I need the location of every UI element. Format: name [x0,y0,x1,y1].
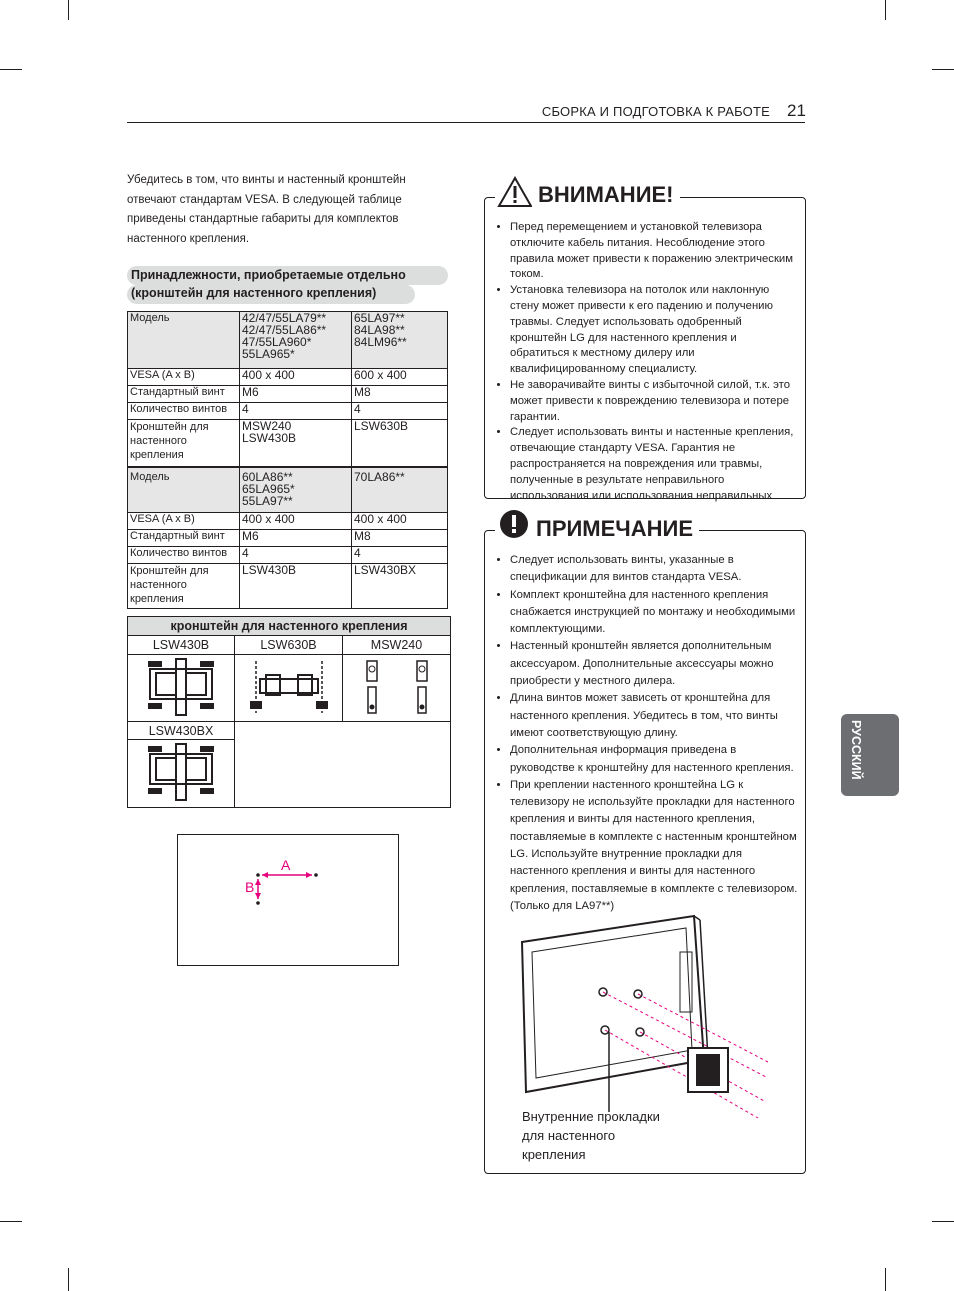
tv-back-illustration [518,912,774,1132]
row-label: Количество винтов [128,547,240,564]
bracket-name: LSW630B [235,636,343,655]
bracket-name: LSW430B [128,636,235,655]
note-item: • Дополнительная информация приведена в руководстве к кронштейну для настенного крепления. [510,742,798,777]
warning-item: • Не заворачивайте винты с избыточной силой, т.к. это может привести к повреждению телевизора и потере гарантии. [510,378,798,425]
note-item: • При креплении настенного кронштейна LG к телевизору не используйте прокладки для настенного крепления и винты для настенного крепления, поставляемые в комплекте с настенным кронштейном LG. Используйте внутренние прокладки для настенного крепления и винты для настенного крепления, поставляемые в комплекте с телевизором. (Только для LA97**) [510,777,798,915]
language-tab-label: РУССКИЙ [849,720,863,780]
note-item: • Следует использовать винты, указанные в спецификации для винтов стандарта VESA. [510,552,798,587]
warning-item: • Установка телевизора на потолок или наклонную стену может привести к его падению и получению травмы. Следует использовать одобренный кронштейн LG для настенного крепления и обратиться к местному дилеру или квалифицированному специалисту. [510,283,798,378]
note-item: • Комплект кронштейна для настенного крепления снабжается инструкцией по монтажу и необходимыми комплектующими. [510,587,798,639]
crop-mark [0,69,22,70]
bracket-table-header: кронштейн для настенного крепления [128,617,451,636]
row-value: 4 [352,547,448,564]
row-label: VESA (A x B) [128,513,240,530]
intro-paragraph: Убедитесь в том, что винты и настенный кронштейн отвечают стандартам VESA. В следующей таблице приведены стандартные габариты для комплектов настенного крепления. [127,174,406,245]
accessories-heading [127,266,449,304]
model-list-a: 42/47/55LA79** 42/47/55LA86** 47/55LA960* 55LA965* [240,312,352,369]
dimension-a-label: A [281,857,291,873]
row-value: LSW630B [352,420,448,467]
crop-mark [68,0,69,20]
row-value: LSW430B [240,564,352,609]
model-label: Модель [128,468,240,513]
bracket-drawing [148,657,214,717]
spacer-caption: Внутренние прокладки для настенного крепления [522,1109,660,1162]
note-item: • Настенный кронштейн является дополнительным аксессуаром. Дополнительные аксессуары можно приобрести у местного дилера. [510,638,798,690]
bracket-image-lsw430bx [128,740,235,808]
spec-table-2 [127,467,448,609]
note-list [492,552,798,915]
crop-mark [932,69,954,70]
section-title: СБОРКА И ПОДГОТОВКА К РАБОТЕ [541,104,770,119]
row-value: M8 [352,530,448,547]
row-label: VESA (A x B) [128,369,240,386]
warning-item: • Перед перемещением и установкой телевизора отключите кабель питания. Несоблюдение этого правила может привести к поражению электрическим током. [510,220,798,283]
bracket-drawing [148,742,214,802]
row-value: 4 [240,547,352,564]
exclamation-circle-icon [499,509,529,539]
row-value: 600 x 400 [352,369,448,386]
model-list-a: 60LA86** 65LA965* 55LA97** [240,468,352,513]
vesa-dimension-drawing [178,835,398,965]
row-value: LSW430BX [352,564,448,609]
page-number: 21 [787,101,806,120]
row-label: Стандартный винт [128,386,240,403]
row-value: 400 x 400 [240,369,352,386]
empty-cell [235,722,451,808]
row-label: Кронштейн для настенного крепления [128,564,240,609]
accessories-line-2: (кронштейн для настенного крепления) [131,286,377,300]
language-tab [841,714,899,796]
crop-mark [0,1221,22,1222]
warning-item: • Следует использовать винты и настенные крепления, отвечающие стандарту VESA. Гарантия не распространяется на повреждения или травмы, полученные в результате неправильного использования или использования неправильных [510,425,798,520]
row-value: 400 x 400 [352,513,448,530]
bracket-image-lsw430b [128,655,235,722]
vesa-diagram [177,834,399,966]
model-list-b: 70LA86** [352,468,448,513]
note-item: • Длина винтов может зависеть от кронштейна для настенного крепления. Убедитесь в том, что винты имеют соответствующую длину. [510,690,798,742]
row-label: Кронштейн для настенного крепления [128,420,240,467]
bracket-drawing [357,657,437,717]
crop-mark [885,1268,886,1291]
crop-mark [932,1221,954,1222]
row-value: MSW240 LSW430B [240,420,352,467]
row-value: 4 [352,403,448,420]
row-value: 400 x 400 [240,513,352,530]
warning-list [492,220,798,520]
row-label: Количество винтов [128,403,240,420]
header-rule [127,122,805,123]
bracket-drawing [246,657,332,717]
accessories-line-1: Принадлежности, приобретаемые отдельно [131,268,406,282]
bracket-table [127,616,451,808]
note-title: ПРИМЕЧАНИЕ [530,516,699,542]
row-value: 4 [240,403,352,420]
bracket-image-msw240 [343,655,451,722]
bracket-name: MSW240 [343,636,451,655]
row-value: M6 [240,386,352,403]
crop-mark [68,1268,69,1291]
model-list-b: 65LA97** 84LA98** 84LM96** [352,312,448,369]
model-label: Модель [128,312,240,369]
warning-triangle-icon [497,176,533,208]
dimension-b-label: B [245,879,255,895]
crop-mark [885,0,886,20]
warning-title: ВНИМАНИЕ! [532,182,680,208]
row-value: M8 [352,386,448,403]
bracket-image-lsw630b [235,655,343,722]
spec-table-1 [127,311,448,467]
bracket-name: LSW430BX [128,722,235,740]
row-value: M6 [240,530,352,547]
row-label: Стандартный винт [128,530,240,547]
